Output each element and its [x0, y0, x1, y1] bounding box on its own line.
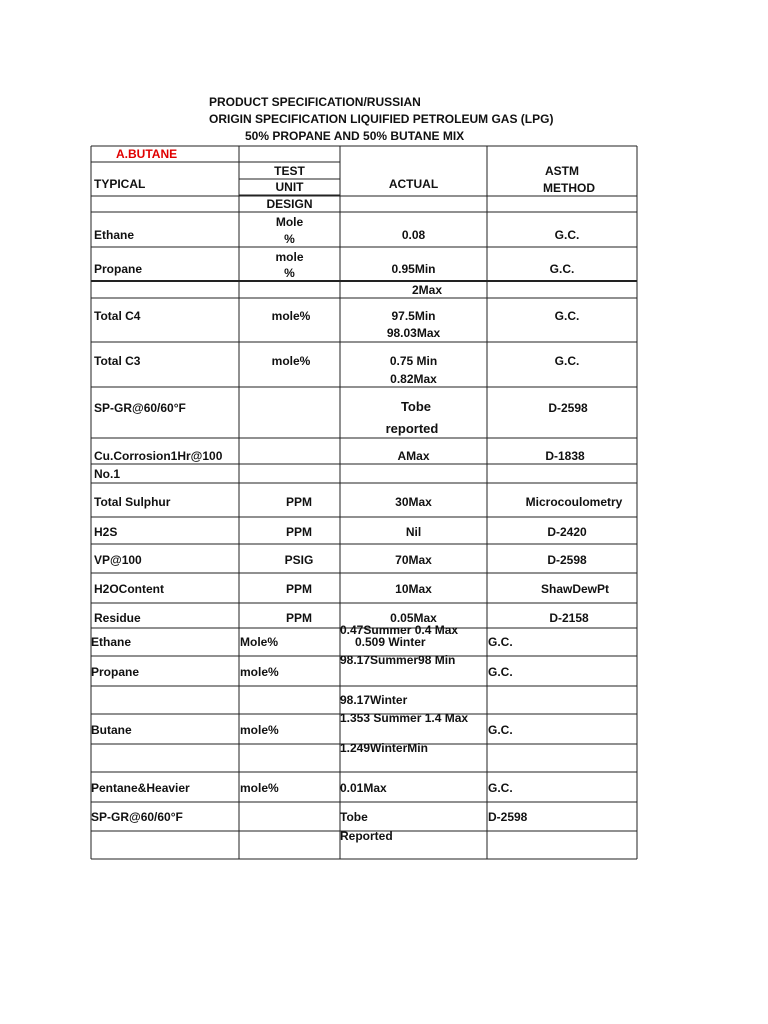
row-actual-2: 0.82Max — [390, 372, 437, 386]
row-unit: PPM — [285, 611, 312, 625]
row-name: VP@100 — [94, 553, 142, 567]
row-method: D-2420 — [547, 525, 587, 539]
lower-row-actual: 98.17Winter — [340, 693, 408, 707]
lower-row-actual: Tobe — [340, 810, 368, 824]
row-name: Residue — [94, 611, 141, 625]
row-actual: Nil — [405, 525, 422, 539]
lower-row-method: G.C. — [488, 665, 513, 679]
lower-row-name: Ethane — [91, 635, 132, 649]
lower-actual-top: 0.47Summer 0.4 Max — [340, 623, 459, 637]
col-actual: ACTUAL — [388, 177, 439, 191]
row-method: D-2598 — [548, 401, 588, 415]
row-name: Total Sulphur — [94, 495, 171, 509]
lower-row-unit: mole% — [240, 665, 279, 679]
lower-row-name: SP-GR@60/60°F — [91, 810, 183, 824]
row-actual: 70Max — [395, 553, 432, 567]
col-method: METHOD — [543, 181, 595, 195]
row-actual-2: 2Max — [411, 283, 443, 297]
lower-row-method: G.C. — [488, 635, 513, 649]
lower-row-actual-2: Reported — [340, 829, 393, 843]
row-unit: PPM — [285, 582, 312, 596]
row-method: Microcoulometry — [525, 495, 623, 509]
row-actual: 10Max — [395, 582, 432, 596]
row-method: G.C. — [549, 262, 575, 276]
row-name-2: No.1 — [94, 467, 121, 481]
row-unit: mole — [275, 250, 304, 264]
row-actual: Tobe — [400, 399, 432, 414]
row-actual: 30Max — [395, 495, 432, 509]
col-test: TEST — [274, 164, 305, 178]
lower-row-method: G.C. — [488, 723, 513, 737]
row-name: Cu.Corrosion1Hr@100 — [94, 449, 223, 463]
row-actual: 0.08 — [401, 228, 426, 242]
lower-row-name: Propane — [91, 665, 140, 679]
row-unit: PSIG — [284, 553, 314, 567]
row-method: D-2158 — [549, 611, 589, 625]
row-unit: % — [284, 266, 295, 280]
row-name: Total C3 — [94, 354, 141, 368]
row-method: G.C. — [554, 354, 580, 368]
lower-row-unit: mole% — [240, 723, 279, 737]
lower-row-name: Pentane&Heavier — [91, 781, 190, 795]
col-typical: TYPICAL — [94, 177, 146, 191]
row-actual: 97.5Min — [391, 309, 436, 323]
col-astm: ASTM — [545, 164, 579, 178]
title-line-1: PRODUCT SPECIFICATION/RUSSIAN — [209, 95, 421, 109]
row-actual: 0.05Max — [390, 611, 437, 625]
section-label: A.BUTANE — [116, 147, 178, 161]
row-method: D-2598 — [547, 553, 587, 567]
row-unit: % — [284, 232, 295, 246]
row-unit: Mole — [275, 215, 304, 229]
title-line-2: ORIGIN SPECIFICATION LIQUIFIED PETROLEUM GAS (LPG) — [209, 112, 554, 126]
row-unit: PPM — [285, 525, 312, 539]
row-unit: PPM — [285, 495, 312, 509]
row-actual: 0.95Min — [391, 262, 436, 276]
lower-row-name: Butane — [91, 723, 132, 737]
row-method: ShawDewPt — [540, 582, 609, 596]
row-actual-2: 98.03Max — [386, 326, 441, 340]
row-name: Total C4 — [94, 309, 141, 323]
lower-row-method: G.C. — [488, 781, 513, 795]
row-name: H2OContent — [94, 582, 164, 596]
title-line-3: 50% PROPANE AND 50% BUTANE MIX — [245, 129, 465, 143]
col-design: DESIGN — [266, 197, 313, 211]
lower-actual-top: 1.353 Summer 1.4 Max — [340, 711, 469, 725]
row-name: H2S — [94, 525, 118, 539]
row-actual-2: reported — [385, 421, 439, 436]
row-actual: AMax — [397, 449, 430, 463]
row-actual: 0.75 Min — [389, 354, 438, 368]
row-name: Propane — [94, 262, 143, 276]
row-unit: mole% — [271, 309, 311, 323]
row-name: Ethane — [94, 228, 135, 242]
lower-row-actual: 1.249WinterMin — [340, 741, 428, 755]
row-method: G.C. — [554, 228, 580, 242]
col-unit: UNIT — [275, 180, 304, 194]
lower-actual-top: 98.17Summer98 Min — [340, 653, 456, 667]
lower-row-actual: 0.01Max — [340, 781, 387, 795]
row-unit: mole% — [271, 354, 311, 368]
row-method: D-1838 — [545, 449, 585, 463]
row-name: SP-GR@60/60°F — [94, 401, 186, 415]
lower-row-unit: mole% — [240, 781, 279, 795]
lower-row-unit: Mole% — [240, 635, 279, 649]
row-method: G.C. — [554, 309, 580, 323]
lower-row-method: D-2598 — [488, 810, 528, 824]
lower-row-actual: 0.509 Winter — [355, 635, 426, 649]
